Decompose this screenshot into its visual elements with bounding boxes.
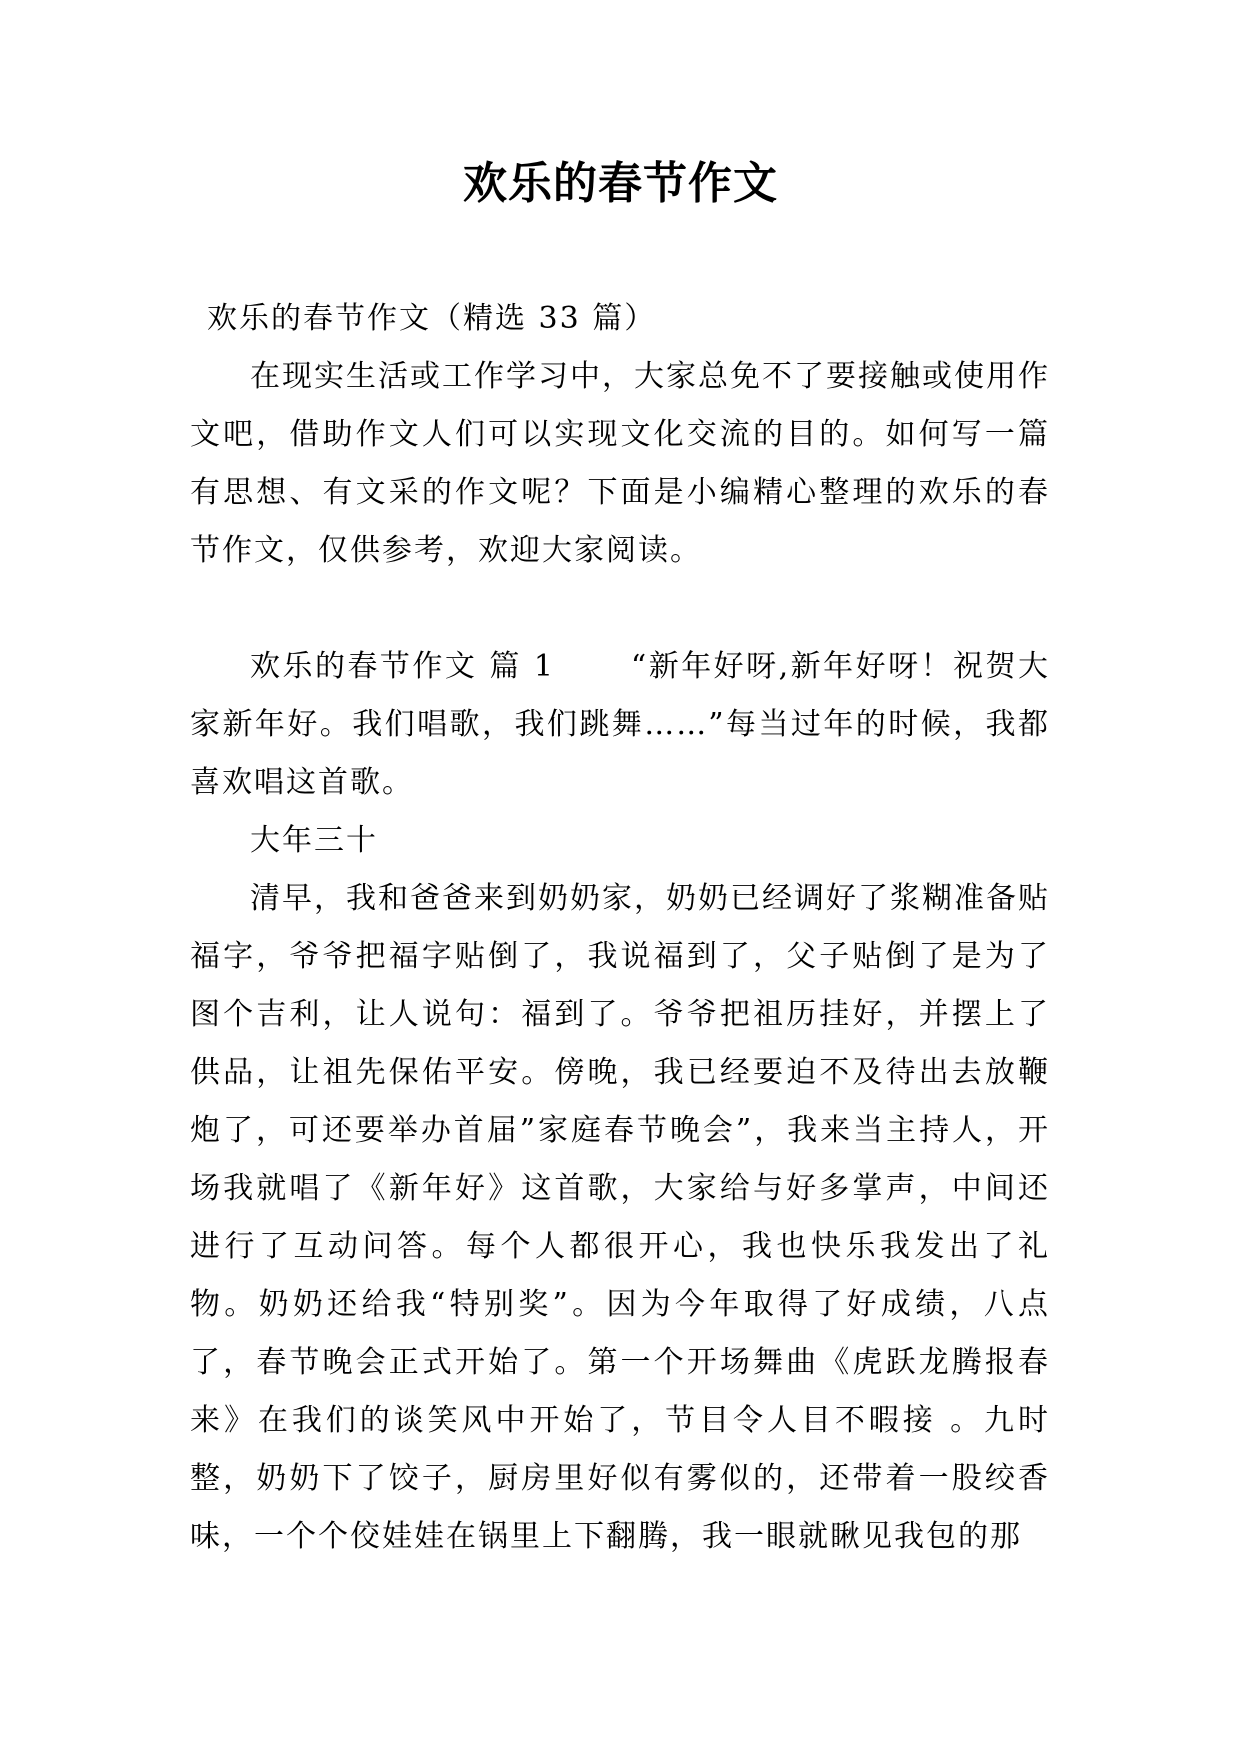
intro-paragraph: 在现实生活或工作学习中，大家总免不了要接触或使用作文吧，借助作文人们可以实现文化交流的目的。如何写一篇有思想、有文采的作文呢？下面是小编精心整理的欢乐的春节作文，仅供参考，欢迎大家阅读。	[190, 359, 1050, 568]
essay-1-heading: 欢乐的春节作文 篇 1	[250, 649, 555, 684]
essay-1-opening-paragraph	[190, 638, 1050, 812]
essay-1-opening-text: “新年好呀,新年好呀！祝贺大家新年好。我们唱歌，我们跳舞……”每当过年的时候，我都喜欢唱这首歌。	[190, 649, 1050, 800]
essay-1-section-title: 大年三十	[250, 823, 378, 858]
document-title: 欢乐的春节作文	[463, 158, 778, 209]
document-body	[190, 290, 1050, 1566]
document-subtitle: 欢乐的春节作文（精选 33 篇）	[207, 301, 657, 336]
essay-1-body-paragraph: 清早，我和爸爸来到奶奶家，奶奶已经调好了浆糊准备贴福字，爷爷把福字贴倒了，我说福到了，父子贴倒了是为了图个吉利，让人说句：福到了。爷爷把祖历挂好，并摆上了供品，让祖先保佑平安。傍晚，我已经要迫不及待出去放鞭炮了，可还要举办首届”家庭春节晚会”，我来当主持人，开场我就唱了《新年好》这首歌，大家给与好多掌声，中间还进行了互动问答。每个人都很开心，我也快乐我发出了礼物。奶奶还给我“特别奖”。因为今年取得了好成绩，八点了，春节晚会正式开始了。第一个开场舞曲《虎跃龙腾报春来》在我们的谈笑风中开始了，节目令人目不暇接 。九时整，奶奶下了饺子，厨房里好似有雾似的，还带着一股绞香味，一个个佼娃娃在锅里上下翻腾，我一眼就瞅见我包的那	[190, 881, 1050, 1554]
paragraph-spacer	[190, 580, 1050, 638]
